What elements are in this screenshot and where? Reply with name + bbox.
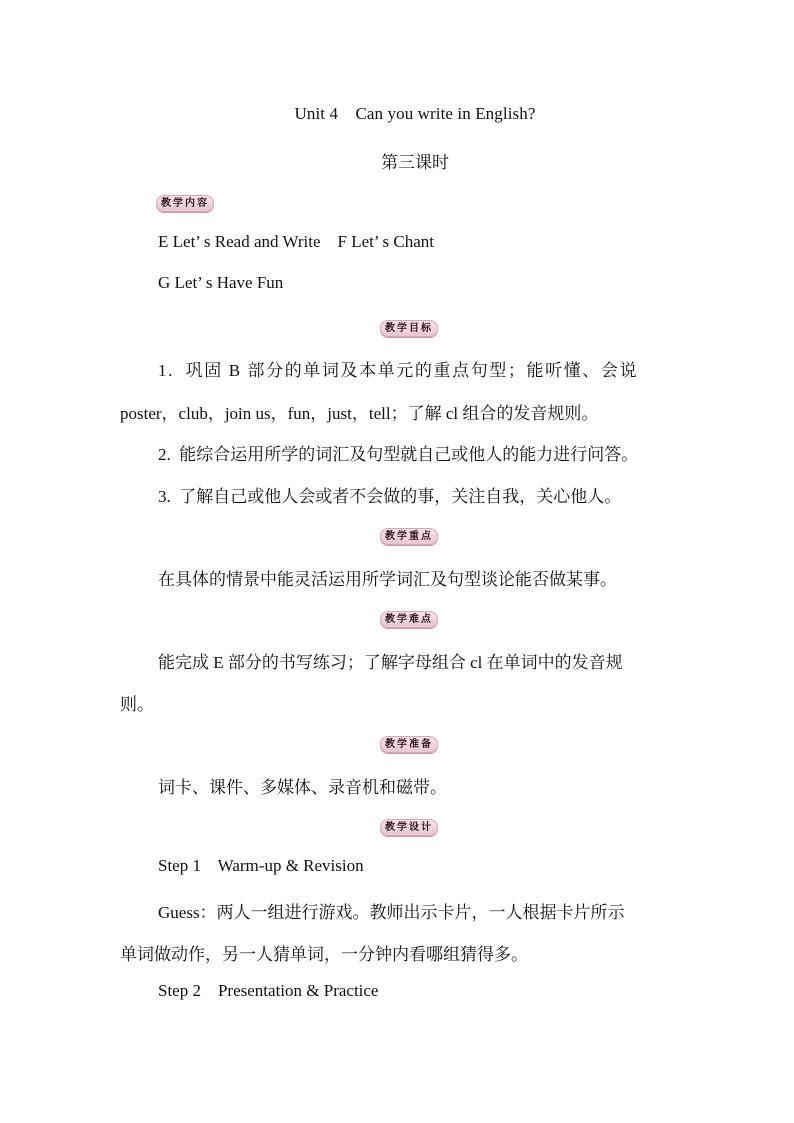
- goals-badge-label: 教学目标: [380, 320, 438, 337]
- difficulty-badge-label: 教学难点: [380, 611, 438, 628]
- section-badge-prep: [380, 734, 438, 754]
- page-title: Unit 4 Can you write in English?: [294, 104, 536, 123]
- key-badge-label: 教学重点: [380, 528, 438, 545]
- design-step-1: Step 1 Warm-up & Revision: [158, 856, 364, 875]
- design-line-guess-cont: 单词做动作，另一人猜单词，一分钟内看哪组猜得多。: [120, 945, 528, 964]
- prep-line: 词卡、课件、多媒体、录音机和磁带。: [158, 778, 447, 797]
- design-step-2: Step 2 Presentation & Practice: [158, 981, 379, 1000]
- design-badge-label: 教学设计: [380, 819, 438, 836]
- section-badge-goals: [380, 318, 438, 338]
- content-line-2: G Let’ s Have Fun: [158, 273, 284, 292]
- content-line-1: E Let’ s Read and Write F Let’ s Chant: [158, 232, 434, 251]
- key-line: 在具体的情景中能灵活运用所学词汇及句型谈论能否做某事。: [158, 570, 617, 589]
- design-line-guess: Guess：两人一组进行游戏。教师出示卡片，一人根据卡片所示: [158, 903, 625, 922]
- lesson-subtitle: 第三课时: [381, 153, 449, 172]
- goal-line-4: 3. 了解自己或他人会或者不会做的事，关注自我，关心他人。: [158, 487, 622, 506]
- section-badge-difficulty: [380, 609, 438, 629]
- content-badge-label: 教学内容: [156, 195, 214, 212]
- goal-line-2: poster，club，join us，fun，just，tell；了解 cl 组合的发音规则。: [120, 404, 599, 423]
- difficulty-line-1: 能完成 E 部分的书写练习；了解字母组合 cl 在单词中的发音规: [158, 653, 623, 672]
- goal-line-3: 2. 能综合运用所学的词汇及句型就自己或他人的能力进行问答。: [158, 445, 639, 464]
- section-badge-key: [380, 526, 438, 546]
- prep-badge-label: 教学准备: [380, 736, 438, 753]
- section-badge-design: [380, 817, 438, 837]
- section-badge-content: [156, 193, 214, 213]
- difficulty-line-2: 则。: [120, 695, 154, 714]
- goal-line-1: 1. 巩固 B 部分的单词及本单元的重点句型；能听懂、会说: [158, 361, 639, 380]
